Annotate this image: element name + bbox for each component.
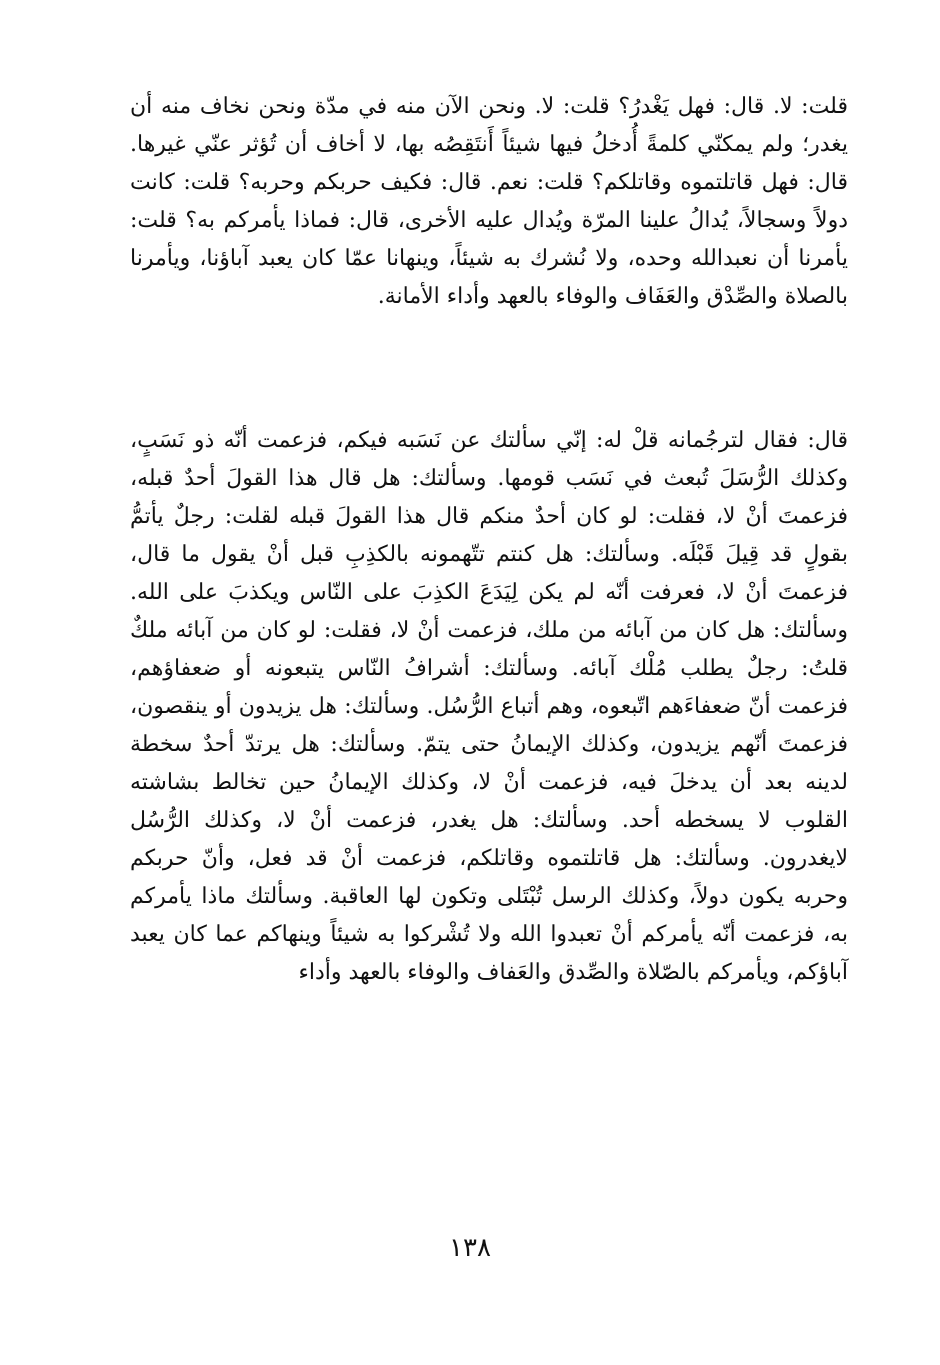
paragraph-text: قال: فقال لترجُمانه قلْ له: إنّي سألتك عن نَسَبه فيكم، فزعمت أنّه ذو نَسَبٍ، وكذلك الرُّسَلَ تُبعث في نَسَب قومها. وسألتك: هل قال هذا القولَ أحدٌ قبله، فزعمتَ أنْ لا، فقلت: لو كان أحدٌ منكم قال هذا القولَ قبله لقلت: رجلٌ يأتمُّ بقولٍ قد قِيلَ قَبْلَه. وسألتك: هل كنتم تتّهمونه بالكذِبِ قبل أنْ يقول ما قال، فزعمتَ أنْ لا، فعرفت أنّه لم يكن لِيَدَعَ الكذِبَ على النّاس ويكذبَ على الله. وسألتك: هل كان من آبائه من ملك، فزعمت أنْ لا، فقلت: لو كان من آبائه ملكٌ قلتُ: رجلٌ يطلب مُلْك آبائه. وسألتك: أشرافُ النّاس يتبعونه أو ضعفاؤهم، فزعمت أنّ ضعفاءَهم اتّبعوه، وهم أتباع الرُّسُل. وسألتك: هل يزيدون أو ينقصون، فزعمتَ أنّهم يزيدون، وكذلك الإيمانُ حتى يتمّ. وسألتك: هل يرتدّ أحدٌ سخطة لدينه بعد أن يدخلَ فيه، فزعمت أنْ لا، وكذلك الإيمانُ حين تخالط بشاشته القلوب لا يسخطه أحد. وسألتك: هل يغدر، فزعمت أنْ لا، وكذلك الرُّسُل لايغدرون. وسألتك: هل قاتلتموه وقاتلكم، فزعمت أنْ قد فعل، وأنّ حربكم وحربه يكون دولاً، وكذلك الرسل تُبْتَلى وتكون لها العاقبة. وسألتك ماذا يأمركم به، فزعمت أنّه يأمركم أنْ تعبدوا الله ولا تُشْركوا به شيئاً وينهاكم عما كان يعبد آباؤكم، ويأمركم بالصّلاة والصِّدق والعَفاف والوفاء بالعهد وأداء xyxy=(130,428,848,985)
page-number: ١٣٨ xyxy=(449,1233,491,1263)
text-paragraph-2 xyxy=(130,422,848,992)
text-paragraph-1 xyxy=(130,88,848,316)
paragraph-text: قلت: لا. قال: فهل يَغْدرُ؟ قلت: لا. ونحن الآن منه في مدّة ونحن نخاف منه أن يغدر؛ ولم يمكنّي كلمةً أُدخلُ فيها شيئاً أَنتَقِصُه بها، لا أخاف أن تُؤثر عنّي غيرها. قال: فهل قاتلتموه وقاتلكم؟ قلت: نعم. قال: فكيف حربكم وحربه؟ قلت: كانت دولاً وسجالاً، يُدالُ علينا المرّة ويُدال عليه الأخرى، قال: فماذا يأمركم به؟ قلت: يأمرنا أن نعبدالله وحده، ولا نُشرك به شيئاً، وينهانا عمّا كان يعبد آباؤنا، ويأمرنا بالصلاة والصِّدْق والعَفَاف والوفاء بالعهد وأداء الأمانة. xyxy=(130,94,848,309)
